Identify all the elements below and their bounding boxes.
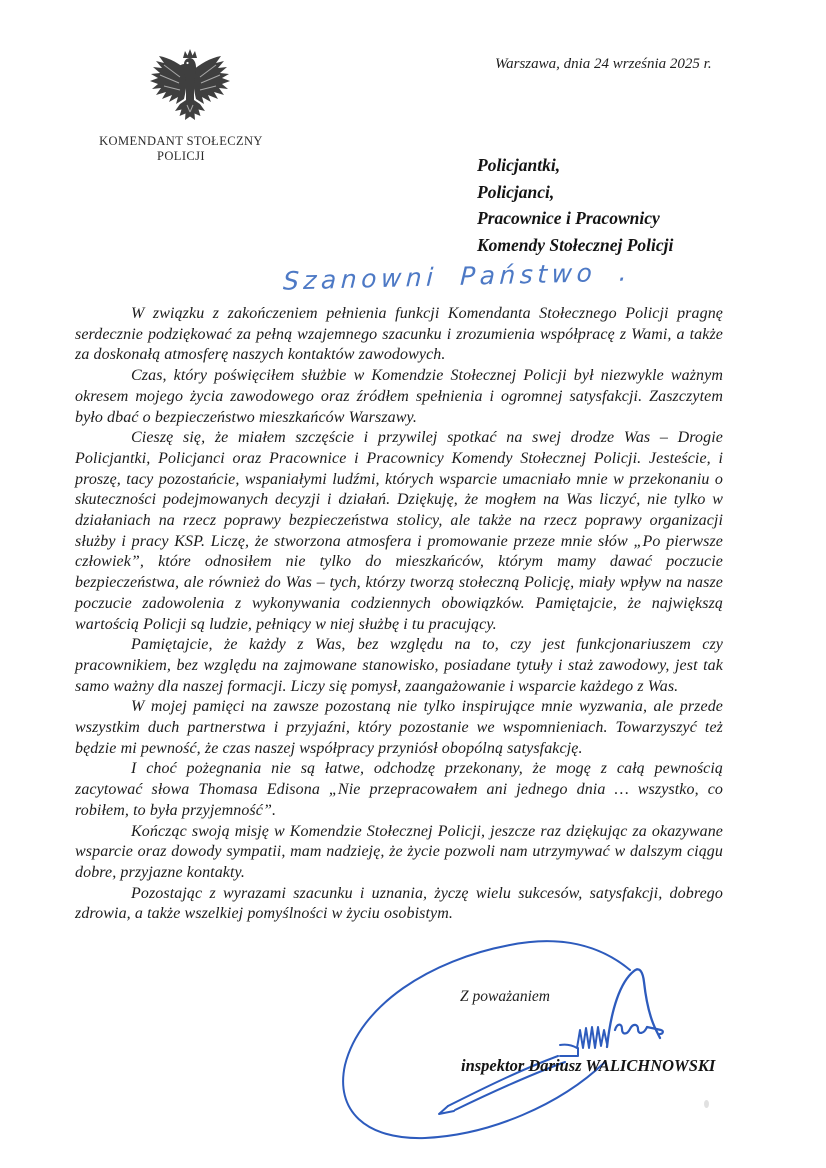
letter-paragraph: Pamiętajcie, że każdy z Was, bez względu na to, czy jest funkcjonariuszem czy pracownikiem, bez względu na zajmowane stanowisko, posiadane tytuły i staż zawodowy, jest tak samo ważny dla naszej formacji. Liczy się pomysł, zaangażowanie i wsparcie każdego z Was. bbox=[75, 636, 723, 695]
handwritten-salutation: Szanowni Państwo . bbox=[282, 257, 632, 296]
signer-name: inspektor Dariusz WALICHNOWSKI bbox=[461, 1056, 716, 1075]
polish-eagle-emblem-icon bbox=[146, 49, 234, 129]
letter-paragraph: Cieszę się, że miałem szczęście i przywilej spotkać na swej drodze Was – Drogie Policjantki, Policjanci oraz Pracownice i Pracownicy Komendy Stołecznej Policji. Jesteście, i proszę, tacy pozostańcie, wspaniałymi ludźmi, których wsparcie umacniało mnie w przekonaniu o skuteczności podejmowanych decyzji i działań. Dziękuję, że mogłem na Was liczyć, nie tylko w działaniach na rzecz poprawy bezpieczeństwa stolicy, ale także na rzecz poprawy organizacji służby i pracy KSP. Liczę, że stworzona atmosfera i promowanie przeze mnie słów „Po pierwsze człowiek”, które odnosiłem nie tylko do mieszkańców, którym mamy dawać poczucie bezpieczeństwa, ale również do Was – tych, którzy tworzą stołeczną Policję, miały wpływ na nasze poczucie zadowolenia z wykonywania codziennych obowiązków. Pamiętajcie, że największą wartością Policji są ludzie, pełniący w niej służbę i tu pracujący. bbox=[75, 429, 723, 633]
letter-paragraph: I choć pożegnania nie są łatwe, odchodzę przekonany, że mogę z całą pewnością zacytować słowa Thomasa Edisona „Nie przepracowałem ani jednego dnia … wszystko, co robiłem, to była przyjemność”. bbox=[75, 760, 723, 819]
scan-speck bbox=[704, 1100, 709, 1108]
letter-body bbox=[75, 304, 723, 925]
addressee-line: Policjanci, bbox=[477, 181, 555, 202]
handwritten-signature-icon bbox=[325, 938, 725, 1156]
date-line: Warszawa, dnia 24 września 2025 r. bbox=[495, 56, 712, 72]
letter-paragraph: Pozostając z wyrazami szacunku i uznania, życzę wielu sukcesów, satysfakcji, dobrego zdrowia, a także wszelkiej pomyślności w życiu osobistym. bbox=[75, 884, 723, 923]
emblem-caption: KOMENDANT STOŁECZNY POLICJI bbox=[99, 134, 263, 163]
addressee-line: Policjantki, bbox=[477, 155, 561, 175]
valediction: Z poważaniem bbox=[460, 988, 550, 1005]
letter-paragraph: Czas, który poświęciłem służbie w Komendzie Stołecznej Policji był niezwykle ważnym okresem mojego życia zawodowego oraz źródłem spełnienia i ogromnej satysfakcji. Zaszczytem było dbać o bezpieczeństwo mieszkańców Warszawy. bbox=[75, 367, 723, 426]
letter-paragraph: W związku z zakończeniem pełnienia funkcji Komendanta Stołecznego Policji pragnę serdecznie podziękować za pełną wzajemnego szacunku i zrozumienia współpracę z Wami, a także za doskonałą atmosferę naszych kontaktów zawodowych. bbox=[75, 305, 723, 364]
letter-paragraph: W mojej pamięci na zawsze pozostaną nie tylko inspirujące mnie wyzwania, ale przede wszystkim duch partnerstwa i przyjaźni, który pozostanie we wspomnieniach. Towarzyszyć też będzie mi pewność, że czas naszej współpracy przyniósł obopólną satysfakcję. bbox=[75, 698, 723, 757]
addressee-line: Pracownice i Pracownicy bbox=[477, 208, 660, 228]
addressee-block bbox=[477, 152, 673, 258]
addressee-line: Komendy Stołecznej Policji bbox=[477, 234, 674, 255]
letter-paragraph: Kończąc swoją misję w Komendzie Stołecznej Policji, jeszcze raz dziękując za okazywane wsparcie oraz dowody sympatii, mam nadzieję, że życie pozwoli nam utrzymywać w dalszym ciągu dobre, przyjazne kontakty. bbox=[75, 822, 723, 881]
